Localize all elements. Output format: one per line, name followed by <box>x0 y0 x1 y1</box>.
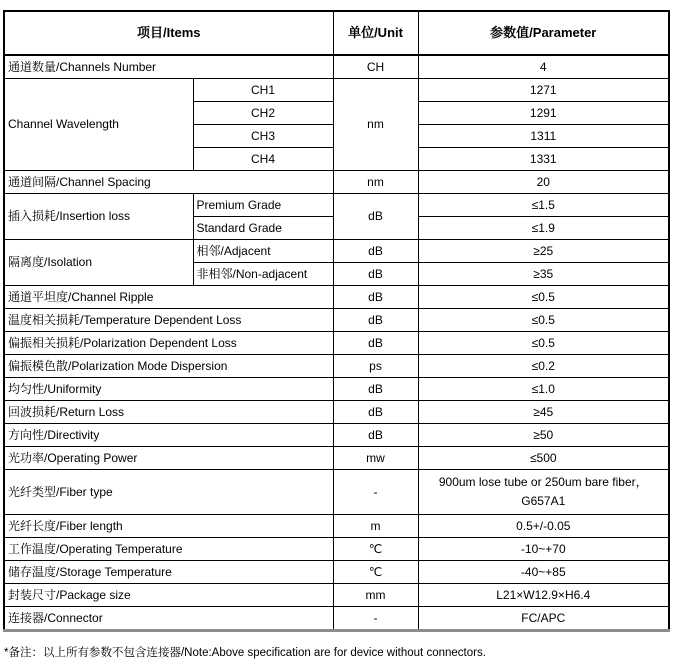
row-wavelength-ch1 <box>4 79 669 102</box>
unit-cell: mw <box>333 447 418 470</box>
param-cell: ≤500 <box>418 447 669 470</box>
subitem-cell: CH2 <box>193 102 333 125</box>
row-channel-spacing <box>4 171 669 194</box>
unit-cell: dB <box>333 263 418 286</box>
row-isolation-adjacent <box>4 240 669 263</box>
row-uniformity <box>4 378 669 401</box>
row-package-size <box>4 584 669 607</box>
spec-table <box>3 10 670 632</box>
unit-cell: nm <box>333 171 418 194</box>
subitem-cell: Premium Grade <box>193 194 333 217</box>
row-fiber-length <box>4 515 669 538</box>
unit-cell: dB <box>333 309 418 332</box>
param-cell: ≤0.5 <box>418 332 669 355</box>
item-cell: 回波损耗/Return Loss <box>4 401 333 424</box>
subitem-cell: 非相邻/Non-adjacent <box>193 263 333 286</box>
param-cell: ≥45 <box>418 401 669 424</box>
param-cell: L21×W12.9×H6.4 <box>418 584 669 607</box>
param-cell: 1291 <box>418 102 669 125</box>
header-row <box>4 11 669 55</box>
row-temperature-dependent-loss <box>4 309 669 332</box>
header-unit: 单位/Unit <box>333 11 418 55</box>
item-cell: 光纤长度/Fiber length <box>4 515 333 538</box>
fiber-type-line2: G657A1 <box>521 494 566 508</box>
unit-cell: dB <box>333 401 418 424</box>
row-channel-ripple <box>4 286 669 309</box>
param-cell: ≥35 <box>418 263 669 286</box>
header-parameter: 参数值/Parameter <box>418 11 669 55</box>
param-cell: 1311 <box>418 125 669 148</box>
item-cell: 隔离度/Isolation <box>4 240 193 286</box>
fiber-type-line1: 900um lose tube or 250um bare fiber， <box>438 475 648 489</box>
unit-cell: dB <box>333 332 418 355</box>
param-cell: ≥25 <box>418 240 669 263</box>
param-cell: ≤0.5 <box>418 309 669 332</box>
item-cell: 偏振相关损耗/Polarization Dependent Loss <box>4 332 333 355</box>
footnote: *备注：以上所有参数不包含连接器/Note:Above specification are for device without connectors. <box>4 647 486 659</box>
param-cell: 20 <box>418 171 669 194</box>
row-directivity <box>4 424 669 447</box>
param-cell: ≤0.5 <box>418 286 669 309</box>
row-insertion-loss-premium <box>4 194 669 217</box>
unit-cell: nm <box>333 79 418 171</box>
subitem-cell: Standard Grade <box>193 217 333 240</box>
param-cell: -40~+85 <box>418 561 669 584</box>
param-cell: ≤1.9 <box>418 217 669 240</box>
item-cell: 通道间隔/Channel Spacing <box>4 171 333 194</box>
item-cell: 偏振模色散/Polarization Mode Dispersion <box>4 355 333 378</box>
unit-cell: ℃ <box>333 538 418 561</box>
unit-cell: - <box>333 470 418 515</box>
item-cell: 工作温度/Operating Temperature <box>4 538 333 561</box>
param-cell: 0.5+/-0.05 <box>418 515 669 538</box>
param-cell: ≥50 <box>418 424 669 447</box>
item-cell: 通道数量/Channels Number <box>4 55 333 79</box>
subitem-cell: CH4 <box>193 148 333 171</box>
subitem-cell: CH1 <box>193 79 333 102</box>
unit-cell: ℃ <box>333 561 418 584</box>
unit-cell: dB <box>333 286 418 309</box>
unit-cell: mm <box>333 584 418 607</box>
param-cell: 1331 <box>418 148 669 171</box>
param-cell: ≤1.5 <box>418 194 669 217</box>
row-fiber-type <box>4 470 669 515</box>
param-cell: ≤1.0 <box>418 378 669 401</box>
param-cell: 1271 <box>418 79 669 102</box>
unit-cell: ps <box>333 355 418 378</box>
unit-cell: dB <box>333 240 418 263</box>
param-cell: FC/APC <box>418 607 669 631</box>
item-cell: 储存温度/Storage Temperature <box>4 561 333 584</box>
unit-cell: CH <box>333 55 418 79</box>
row-connector <box>4 607 669 631</box>
item-cell: 插入损耗/Insertion loss <box>4 194 193 240</box>
subitem-cell: CH3 <box>193 125 333 148</box>
item-cell: Channel Wavelength <box>4 79 193 171</box>
param-cell <box>418 470 669 515</box>
row-polarization-mode-dispersion <box>4 355 669 378</box>
unit-cell: - <box>333 607 418 631</box>
row-operating-temperature <box>4 538 669 561</box>
row-storage-temperature <box>4 561 669 584</box>
row-channels-number <box>4 55 669 79</box>
row-polarization-dependent-loss <box>4 332 669 355</box>
item-cell: 连接器/Connector <box>4 607 333 631</box>
item-cell: 均匀性/Uniformity <box>4 378 333 401</box>
unit-cell: dB <box>333 424 418 447</box>
item-cell: 方向性/Directivity <box>4 424 333 447</box>
param-cell: 4 <box>418 55 669 79</box>
item-cell: 光纤类型/Fiber type <box>4 470 333 515</box>
param-cell: -10~+70 <box>418 538 669 561</box>
unit-cell: dB <box>333 378 418 401</box>
row-return-loss <box>4 401 669 424</box>
item-cell: 通道平坦度/Channel Ripple <box>4 286 333 309</box>
param-cell: ≤0.2 <box>418 355 669 378</box>
header-items: 项目/Items <box>4 11 333 55</box>
row-operating-power <box>4 447 669 470</box>
subitem-cell: 相邻/Adjacent <box>193 240 333 263</box>
unit-cell: m <box>333 515 418 538</box>
item-cell: 温度相关损耗/Temperature Dependent Loss <box>4 309 333 332</box>
item-cell: 光功率/Operating Power <box>4 447 333 470</box>
item-cell: 封装尺寸/Package size <box>4 584 333 607</box>
unit-cell: dB <box>333 194 418 240</box>
